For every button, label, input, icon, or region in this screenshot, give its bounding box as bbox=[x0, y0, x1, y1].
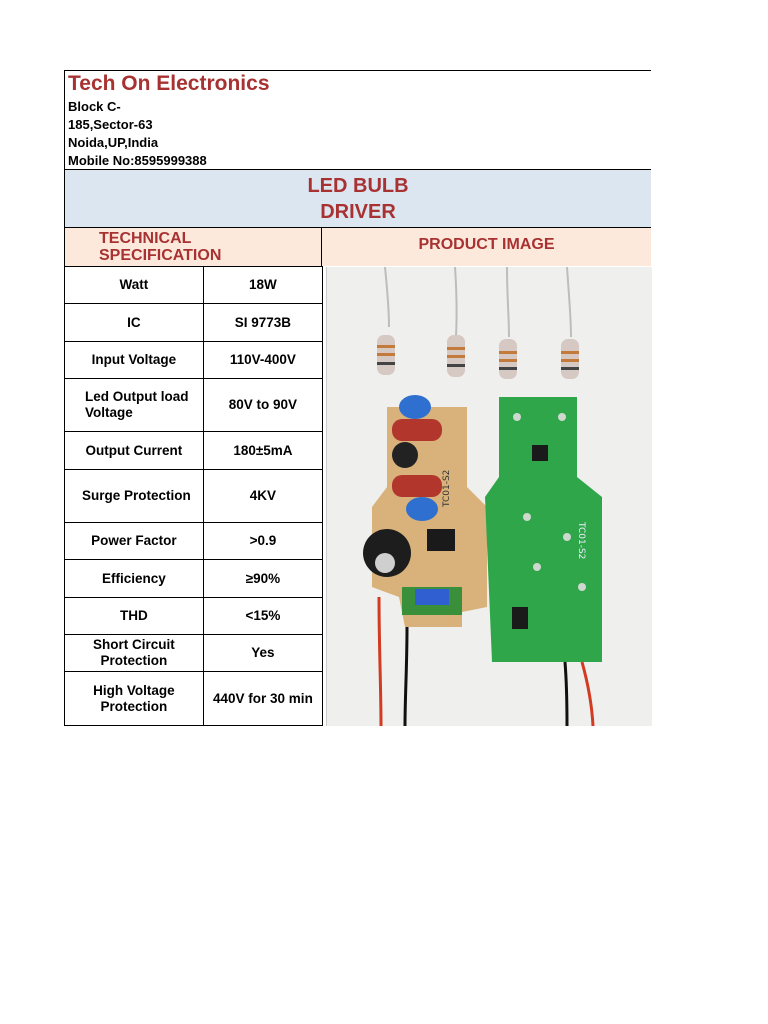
spec-row-thd bbox=[65, 598, 323, 635]
spec-value: SI 9773B bbox=[203, 304, 322, 342]
led-driver-board-photo bbox=[327, 267, 652, 726]
resistor-icon bbox=[447, 335, 465, 377]
board-marking-right: TC01-S2 bbox=[576, 522, 586, 560]
spec-row-output-load-voltage bbox=[65, 379, 323, 432]
spec-label: Efficiency bbox=[65, 560, 204, 598]
board-marking-left: TC01-S2 bbox=[442, 469, 452, 507]
spec-label: IC bbox=[65, 304, 204, 342]
spec-label: Output Current bbox=[65, 432, 204, 470]
address-line-3: Noida,UP,India bbox=[68, 135, 159, 150]
spec-label: Led Output load Voltage bbox=[65, 379, 204, 432]
spec-value: 110V-400V bbox=[203, 342, 322, 379]
spec-value: 440V for 30 min bbox=[203, 672, 322, 726]
resistor-icon bbox=[499, 339, 517, 379]
spec-header-line-1: TECHNICAL bbox=[99, 230, 192, 247]
spec-row-output-current bbox=[65, 432, 323, 470]
spec-row-ic bbox=[65, 304, 323, 342]
address-line-2: 185,Sector-63 bbox=[68, 117, 153, 132]
spec-value: 180±5mA bbox=[203, 432, 322, 470]
product-image-title: PRODUCT IMAGE bbox=[418, 236, 555, 253]
spec-table bbox=[64, 266, 323, 726]
spec-label: Surge Protection bbox=[65, 470, 204, 523]
spec-value: <15% bbox=[203, 598, 322, 635]
resistor-icon bbox=[377, 335, 395, 375]
product-title-band bbox=[64, 169, 651, 228]
spec-label: Power Factor bbox=[65, 523, 204, 560]
address-line-1: Block C- bbox=[68, 99, 121, 114]
product-photo bbox=[326, 267, 652, 726]
spec-row-power-factor bbox=[65, 523, 323, 560]
spec-row-short-circuit bbox=[65, 635, 323, 672]
resistor-icon bbox=[561, 339, 579, 379]
spec-label: THD bbox=[65, 598, 204, 635]
spec-header-line-2: SPECIFICATION bbox=[99, 247, 222, 264]
spec-row-efficiency bbox=[65, 560, 323, 598]
product-title-line-1: LED BULB bbox=[307, 175, 409, 197]
spec-label: Short Circuit Protection bbox=[65, 635, 204, 672]
product-title-line-2: DRIVER bbox=[320, 201, 396, 223]
spec-row-high-voltage bbox=[65, 672, 323, 726]
product-image-header bbox=[322, 228, 651, 266]
company-name: Tech On Electronics bbox=[68, 72, 270, 95]
spec-value: 18W bbox=[203, 267, 322, 304]
spec-row-input-voltage bbox=[65, 342, 323, 379]
spec-label: High Voltage Protection bbox=[65, 672, 204, 726]
technical-specification-header bbox=[64, 228, 322, 266]
spec-value: 80V to 90V bbox=[203, 379, 322, 432]
spec-value: Yes bbox=[203, 635, 322, 672]
spec-row-watt bbox=[65, 267, 323, 304]
company-header bbox=[64, 70, 651, 169]
spec-row-surge-protection bbox=[65, 470, 323, 523]
spec-value: 4KV bbox=[203, 470, 322, 523]
spec-label: Watt bbox=[65, 267, 204, 304]
mobile-number: Mobile No:8595999388 bbox=[68, 153, 207, 168]
spec-value: >0.9 bbox=[203, 523, 322, 560]
spec-label: Input Voltage bbox=[65, 342, 204, 379]
spec-value: ≥90% bbox=[203, 560, 322, 598]
